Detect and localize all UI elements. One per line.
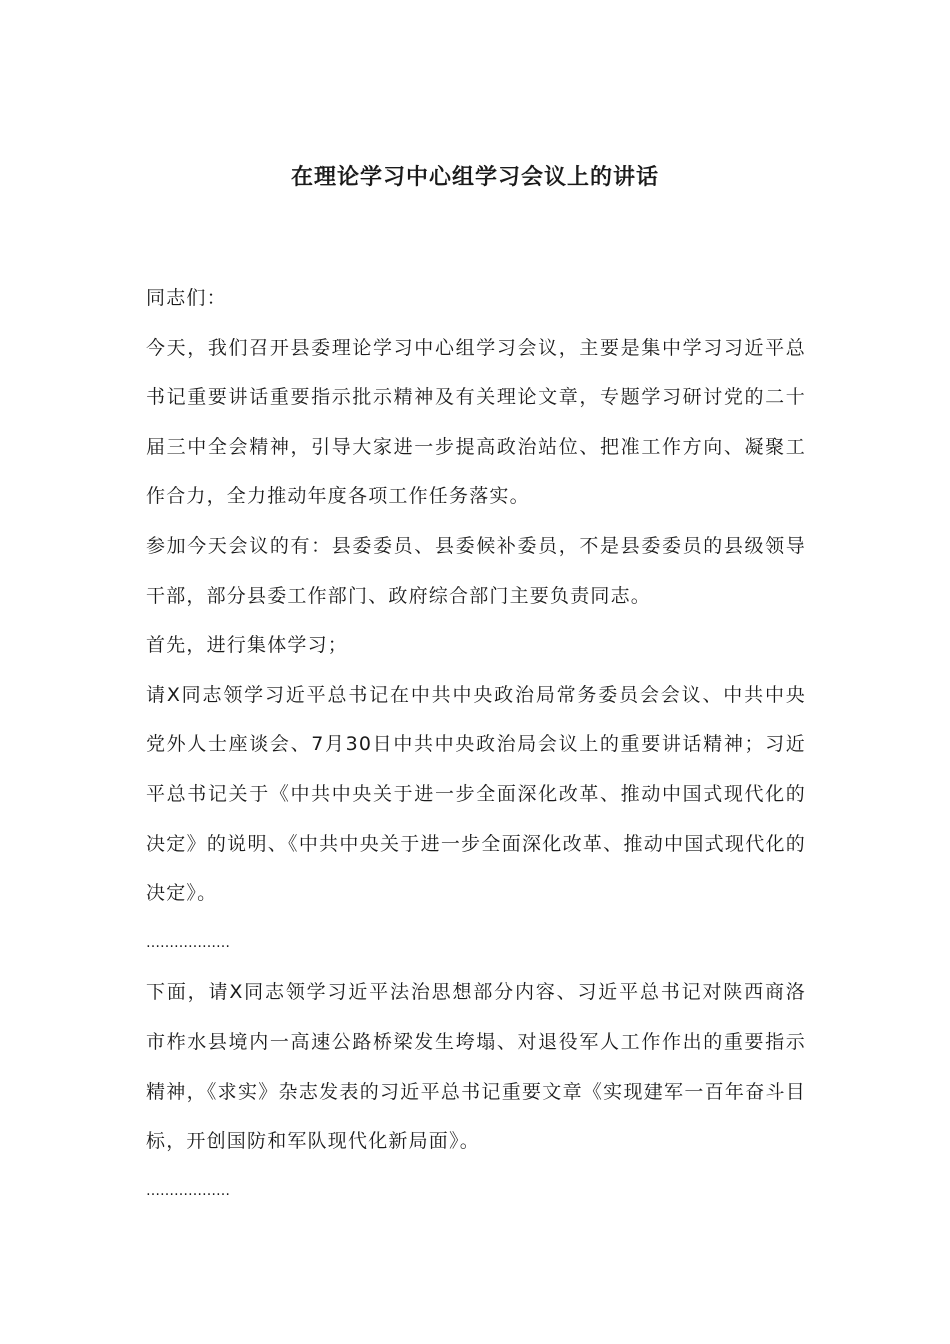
document-title: 在理论学习中心组学习会议上的讲话 bbox=[290, 165, 659, 190]
first-study-paragraph: 请X同志领学习近平总书记在中共中央政治局常务委员会会议、中共中央党外人士座谈会、7月30日中共中央政治局会议上的重要讲话精神；习近平总书记关于《中共中央关于进一步全面深化改革、推动中国式现代化的决定》的说明、《中共中央关于进一步全面深化改革、推动中国式现代化的决定》。 bbox=[146, 683, 806, 905]
opening-paragraph: 今天，我们召开县委理论学习中心组学习会议，主要是集中学习习近平总书记重要讲话重要指示批示精神及有关理论文章，专题学习研讨党的二十届三中全会精神，引导大家进一步提高政治站位、把准工作方向、凝聚工作合力，全力推动年度各项工作任务落实。 bbox=[146, 336, 806, 508]
collective-study-paragraph: 首先，进行集体学习； bbox=[146, 634, 349, 657]
ellipsis-separator: ……………… bbox=[146, 934, 230, 951]
ellipsis-separator: ……………… bbox=[146, 1182, 230, 1199]
salutation-paragraph: 同志们： bbox=[146, 287, 227, 309]
document-body bbox=[146, 274, 806, 1216]
attendees-paragraph: 参加今天会议的有：县委委员、县委候补委员，不是县委委员的县级领导干部，部分县委工作部门、政府综合部门主要负责同志。 bbox=[146, 534, 806, 607]
second-study-paragraph: 下面，请X同志领学习近平法治思想部分内容、习近平总书记对陕西商洛市柞水县境内一高速公路桥梁发生垮塌、对退役军人工作作出的重要指示精神，《求实》杂志发表的习近平总书记重要文章《实现建军一百年奋斗目标，开创国防和军队现代化新局面》。 bbox=[146, 981, 806, 1153]
